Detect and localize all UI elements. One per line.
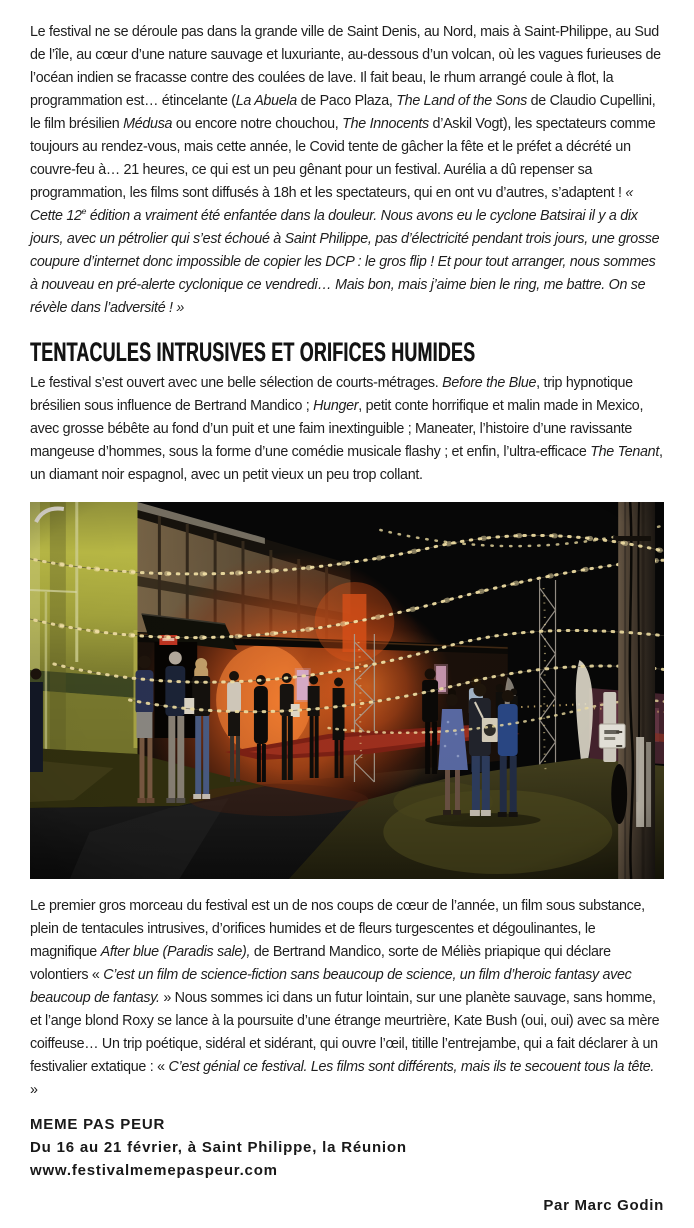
festival-website: www.festivalmemepaspeur.com xyxy=(30,1162,278,1179)
festival-dates: Du 16 au 21 février, à Saint Philippe, la Réunion xyxy=(30,1139,407,1156)
photo-vignette xyxy=(30,502,664,879)
festival-night-photo-graphic xyxy=(30,502,664,879)
paragraph-afterblue: Le premier gros morceau du festival est un de nos coups de cœur de l’année, un film sous substance, plein de tentacules intrusives, d’orifices humides et de fleurs turgescentes et dégoulinantes, le magnifique After blue (Paradis sale), de Bertrand Mandico, sorte de Méliès priapique qui déclare volontiers « C’est un film de science-fiction sans beaucoup de science, un film d’heroic fantasy avec beaucoup de fantasy. » Nous sommes ici dans un futur lointain, sur une planète sauvage, sans homme, et l’ange blond Roxy se lance à la poursuite d’une étrange meurtrière, Kate Bush (oui, oui) avec sa mère coiffeuse… Un trip poétique, sidéral et sidérant, qui ouvre l’œil, titille l’entrejambe, qui a fait déclarer à un festivalier extatique : « C’est génial ce festival. Les films sont différents, mais ils te secouent tous la tête. » xyxy=(30,898,660,1098)
festival-name: MEME PAS PEUR xyxy=(30,1116,166,1133)
paragraph-shorts: Le festival s’est ouvert avec une belle sélection de courts-métrages. Before the Blue, trip hypnotique brésilien sous influence de Bertrand Mandico ; Hunger, petit conte horrifique et malin made in Mexico, avec grosse bébête au fond d’un puit et une faim inextinguible ; Maneater, l’histoire d’une ravissante mangeuse d’hommes, sous la forme d’une comédie musicale flashy ; et enfin, l’ultra-efficace The Tenant, un diamant noir espagnol, avec un petit vieux un peu trop collant. xyxy=(30,375,663,483)
festival-info xyxy=(30,1113,664,1182)
festival-night-photo xyxy=(30,502,664,879)
paragraph-intro: Le festival ne se déroule pas dans la grande ville de Saint Denis, au Nord, mais à Saint-Philippe, au Sud de l’île, au cœur d’une nature sauvage et luxuriante, au-dessous d’un volcan, où les vagues furieuses de l’océan indien se fracasse contre des coulées de lave. Il fait beau, le rhum arrangé coule à flot, la programmation est… étincelante (La Abuela de Paco Plaza, The Land of the Sons de Claudio Cupellini, le film brésilien Médusa ou encore notre chouchou, The Innocents d’Askil Vogt), les spectateurs comme toujours au rendez-vous, mais cette année, le Covid tente de gâcher la fête et le préfet a décrété un couvre-feu à… 21 heures, ce qui est un peu gênant pour un festival. Aurélia a dû repenser sa programmation, les films sont diffusés à 18h et les spectateurs, qui en ont vu d’autres, s’adaptent ! « Cette 12e édition a vraiment été enfantée dans la douleur. Nous avons eu le cyclone Batsirai il y a dix jours, avec un pétrolier qui s’est échoué à Saint Philippe, pas d’électricité pendant trois jours, une grosse coupure d’internet donc impossible de copier les DCP : le gros flip ! Et pour tout arranger, nous sommes à nouveau en pré-alerte cyclonique ce vendredi… Mais bon, mais j’aime bien le ring, me battre. On se révèle dans l’adversité ! » xyxy=(30,24,661,316)
section-heading-text: TENTACULES INTRUSIVES ET ORIFICES HUMIDES xyxy=(30,337,476,367)
byline: Par Marc Godin xyxy=(543,1197,664,1214)
section-heading xyxy=(30,337,664,367)
